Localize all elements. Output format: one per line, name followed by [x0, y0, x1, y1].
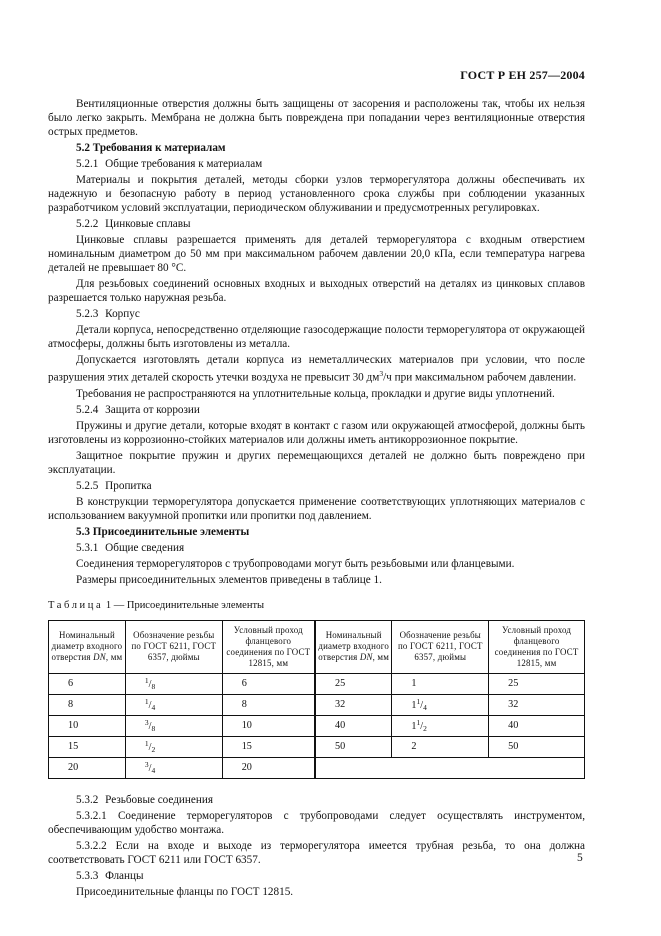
header-dn: Номинальный диаметр входного отверстия DN, мм — [49, 620, 126, 673]
cell-flange: 10 — [222, 715, 315, 736]
subheading-number: 5.2.2 — [76, 218, 99, 230]
subheading-5-2-3 — [48, 307, 585, 321]
cell-flange: 25 — [489, 673, 585, 694]
superscript: 3 — [379, 369, 384, 378]
cell-thread: 1 — [392, 673, 489, 694]
table-row — [49, 736, 585, 757]
cell-dn: 10 — [49, 715, 126, 736]
connections-table — [48, 620, 585, 779]
cell-dn: 40 — [315, 715, 392, 736]
table-header-row — [49, 620, 585, 673]
subheading-title: Защита от коррозии — [105, 403, 200, 416]
paragraph-corrosion-1: Пружины и другие детали, которые входят в контакт с газом или окружающей атмосферой, должны быть изготовлены из коррозионно-стойких материалов или должны иметь антикоррозионное покрытие. — [48, 419, 585, 446]
cell-flange: 50 — [489, 736, 585, 757]
table-row — [49, 694, 585, 715]
cell-thread: $^3/_8$ — [125, 715, 222, 736]
cell-thread: 2 — [392, 736, 489, 757]
header-flange: Условный проход фланцевого соединения по ГОСТ 12815, мм — [222, 620, 315, 673]
subheading-number: 5.2.5 — [76, 479, 99, 492]
subheading-5-2-1 — [48, 157, 585, 171]
subheading-number: 5.3.1 — [76, 541, 99, 554]
cell-dn: 20 — [49, 757, 126, 778]
subheading-number: 5.3.3 — [76, 869, 99, 882]
clause-number: 5.3.2.2 — [76, 839, 107, 852]
subheading-5-3-3 — [48, 869, 585, 883]
paragraph-threaded-1 — [48, 809, 585, 837]
cell-dn: 15 — [49, 736, 126, 757]
table-row — [49, 715, 585, 736]
subheading-title: Пропитка — [105, 479, 152, 492]
table-row — [49, 673, 585, 694]
subheading-title: Фланцы — [105, 869, 144, 882]
paragraph-corrosion-2: Защитное покрытие пружин и других перемещающихся деталей не должно быть повреждено при эксплуатации. — [48, 449, 585, 476]
subheading-title: Корпус — [105, 308, 140, 320]
page-number: 5 — [577, 852, 583, 864]
clause-number: 5.3.2.1 — [76, 809, 107, 822]
cell-dn: 6 — [49, 673, 126, 694]
subheading-number: 5.3.2 — [76, 793, 99, 806]
paragraph-zinc-1: Цинковые сплавы разрешается применять для деталей терморегулятора с входным отверстием номинальным диаметром до 50 мм при максимальном рабочем давлении 20,0 кПа, если температура нагрева деталей не превышает 80 °С. — [48, 234, 585, 274]
paragraph-body-2 — [48, 353, 585, 385]
subheading-title: Цинковые сплавы — [105, 218, 191, 230]
standard-header: ГОСТ Р ЕН 257—2004 — [460, 68, 585, 82]
cell-flange: 6 — [222, 673, 315, 694]
cell-dn: 50 — [315, 736, 392, 757]
clause-text: Если на входе и выходе из терморегулятора имеется трубная резьба, то она должна соответствовать ГОСТ 6211 или ГОСТ 6357. — [48, 839, 586, 866]
text-segment: /ч при максимальном рабочем давлении. — [383, 371, 577, 384]
caption-label: Таблица — [48, 599, 104, 611]
subheading-5-3-2 — [48, 793, 585, 807]
header-thread: Обозначение резьбы по ГОСТ 6211, ГОСТ 6357, дюймы — [125, 620, 222, 673]
table-row — [49, 757, 585, 778]
cell-thread: $^1/_4$ — [125, 694, 222, 715]
subheading-5-2-2 — [48, 217, 585, 231]
subheading-title: Резьбовые соединения — [105, 793, 213, 806]
subheading-5-3-1 — [48, 541, 585, 555]
cell-empty — [315, 757, 585, 778]
header-thread: Обозначение резьбы по ГОСТ 6211, ГОСТ 6357, дюймы — [392, 620, 489, 673]
cell-flange: 32 — [489, 694, 585, 715]
cell-flange: 8 — [222, 694, 315, 715]
subheading-number: 5.2.4 — [76, 403, 99, 416]
heading-5-2: 5.2 Требования к материалам — [76, 142, 226, 154]
paragraph-impregnation: В конструкции терморегулятора допускается применение соответствующих уплотняющих материалов с использованием вакуумной пропитки или пропитки под давлением. — [48, 495, 585, 522]
cell-flange: 20 — [222, 757, 315, 778]
paragraph-vent: Вентиляционные отверстия должны быть защищены от засорения и расположены так, чтобы их нельзя было легко закрыть. Мембрана не должна быть повреждена при попадании через вентиляционные отверстия острых предметов. — [48, 98, 585, 138]
cell-dn: 8 — [49, 694, 126, 715]
page-body — [48, 97, 585, 901]
cell-dn: 25 — [315, 673, 392, 694]
subheading-title: Общие требования к материалам — [105, 158, 263, 170]
subheading-title: Общие сведения — [105, 541, 185, 554]
subheading-number: 5.2.1 — [76, 158, 99, 170]
table-caption — [48, 599, 585, 613]
caption-number: 1 — [105, 599, 112, 611]
subheading-number: 5.2.3 — [76, 308, 99, 320]
cell-thread: $1^1/_4$ — [392, 694, 489, 715]
cell-thread: $^1/_8$ — [125, 673, 222, 694]
subheading-5-2-5 — [48, 479, 585, 493]
paragraph-materials: Материалы и покрытия деталей, методы сборки узлов терморегулятора должны обеспечивать их надежную и безопасную работу в период установленного срока службы при соблюдении указанных разработчиком условий эксплуатации, периодическом облуживании и предусмотренных регулировках. — [48, 174, 585, 214]
cell-flange: 40 — [489, 715, 585, 736]
paragraph-flanges: Присоединительные фланцы по ГОСТ 12815. — [76, 885, 294, 898]
paragraph-body-1: Детали корпуса, непосредственно отделяющие газосодержащие полости терморегулятора от окружающей атмосферы, должны быть изготовлены из металла. — [48, 324, 585, 350]
clause-text: Соединение терморегуляторов с трубопроводами следует осуществлять инструментом, обеспечивающим удобство монтажа. — [48, 809, 585, 836]
paragraph-connections-2: Размеры присоединительных элементов приведены в таблице 1. — [76, 573, 382, 586]
subheading-5-2-4 — [48, 403, 585, 417]
paragraph-body-3: Требования не распространяются на уплотнительные кольца, прокладки и другие виды уплотнений. — [76, 387, 555, 400]
cell-thread: $1^1/_2$ — [392, 715, 489, 736]
heading-5-3: 5.3 Присоединительные элементы — [76, 525, 250, 538]
cell-thread: $^3/_4$ — [125, 757, 222, 778]
cell-thread: $^1/_2$ — [125, 736, 222, 757]
cell-flange: 15 — [222, 736, 315, 757]
paragraph-connections-1: Соединения терморегуляторов с трубопроводами могут быть резьбовыми или фланцевыми. — [76, 557, 515, 570]
header-flange: Условный проход фланцевого соединения по ГОСТ 12815, мм — [489, 620, 585, 673]
header-dn: Номинальный диаметр входного отверстия DN, мм — [315, 620, 392, 673]
text-segment: Допускается изготовлять детали корпуса из неметаллических материалов при условии, что после разрушения этих деталей скорость утечки воздуха не превысит 30 дм — [48, 354, 585, 384]
caption-title: — Присоединительные элементы — [113, 599, 265, 611]
cell-dn: 32 — [315, 694, 392, 715]
paragraph-threaded-2 — [48, 839, 585, 867]
paragraph-zinc-2: Для резьбовых соединений основных входных и выходных отверстий на деталях из цинковых сплавов разрешается только наружная резьба. — [48, 278, 585, 304]
